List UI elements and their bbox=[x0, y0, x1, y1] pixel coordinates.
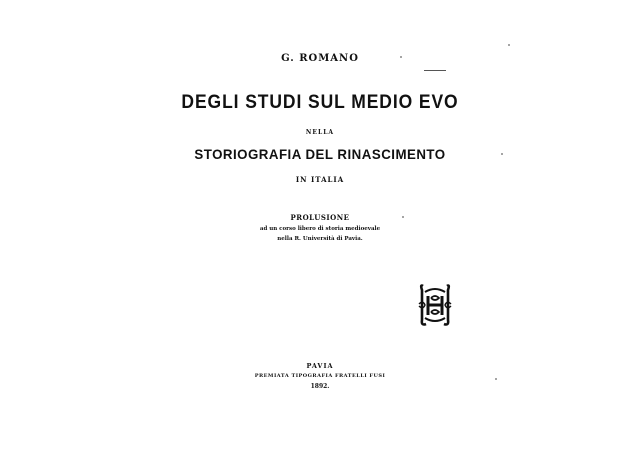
paper-speck bbox=[501, 153, 503, 155]
paper-speck bbox=[400, 56, 402, 58]
publication-place: PAVIA bbox=[306, 362, 334, 370]
description-line-1: ad un corso libero di storia medioevale bbox=[259, 226, 381, 232]
publication-year: 1892. bbox=[310, 383, 330, 390]
book-subtitle: STORIOGRAFIA DEL RINASCIMENTO bbox=[194, 146, 446, 162]
printer-monogram-icon bbox=[417, 282, 453, 328]
book-title: DEGLI STUDI SUL MEDIO EVO bbox=[181, 92, 459, 113]
author-rule bbox=[424, 70, 446, 71]
paper-speck bbox=[508, 44, 510, 46]
book-country: IN ITALIA bbox=[295, 175, 345, 184]
author-name: G. ROMANO bbox=[281, 53, 359, 64]
description-line-2: nella R. Università di Pavia. bbox=[277, 236, 363, 242]
title-connector: NELLA bbox=[305, 129, 335, 136]
printer-name: PREMIATA TIPOGRAFIA FRATELLI FUSI bbox=[254, 373, 386, 379]
paper-speck bbox=[402, 216, 404, 218]
description-heading: PROLUSIONE bbox=[290, 213, 350, 222]
paper-speck bbox=[495, 378, 497, 380]
